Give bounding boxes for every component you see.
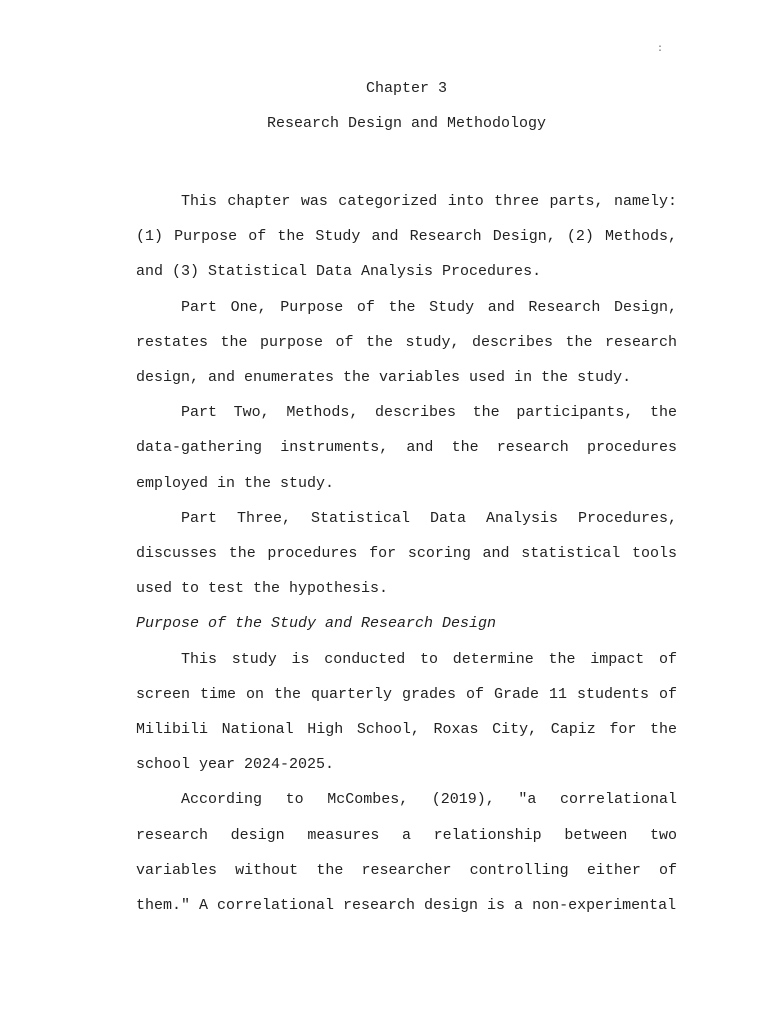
document-body	[136, 184, 677, 923]
intro-paragraph-3: Part Two, Methods, describes the participants, the data-gathering instruments, and the research procedures employed in the study.	[136, 404, 677, 492]
section-heading: Purpose of the Study and Research Design	[136, 615, 497, 633]
chapter-title: Chapter 3	[365, 80, 447, 97]
intro-paragraph-4: Part Three, Statistical Data Analysis Procedures, discusses the procedures for scoring and statistical tools used to test the hypothesis.	[136, 509, 677, 598]
intro-paragraph-2: Part One, Purpose of the Study and Research Design, restates the purpose of the study, describes the research design, and enumerates the variables used in the study.	[136, 298, 677, 387]
page-number: :	[657, 44, 664, 55]
section-paragraph-2: According to McCombes, (2019), "a correlational research design measures a relationship between two variables without the researcher controlling either of them." A correlational research design is a non-experimental	[136, 791, 677, 915]
intro-paragraph-1: This chapter was categorized into three parts, namely: (1) Purpose of the Study and Research Design, (2) Methods, and (3) Statistical Data Analysis Procedures.	[136, 193, 677, 281]
section-paragraph-1: This study is conducted to determine the impact of screen time on the quarterly grades of Grade 11 students of Milibili National High School, Roxas City, Capiz for the school year 2024-2025.	[136, 650, 677, 774]
chapter-subtitle: Research Design and Methodology	[266, 115, 547, 132]
